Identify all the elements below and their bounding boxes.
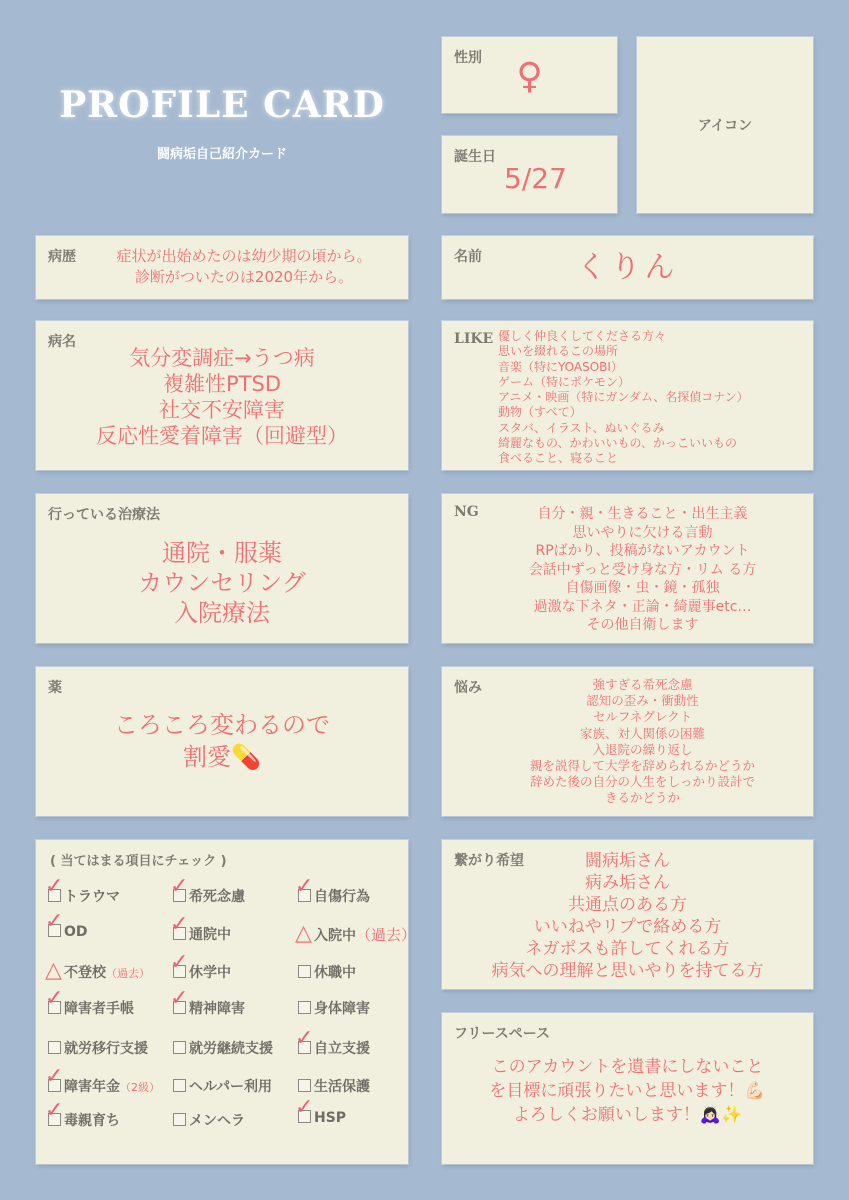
checkmark-icon: ✓: [295, 1095, 314, 1120]
gender-card: [442, 37, 617, 113]
disease-label: 病名: [48, 334, 76, 350]
page-subtitle: 闘病垢自己紹介カード: [156, 147, 287, 162]
checkbox[interactable]: [45, 874, 64, 902]
checklist-item[interactable]: [170, 874, 245, 906]
checklist-item-label: ヘルパー利用: [189, 1079, 273, 1095]
connect-line: 共通点のある方: [568, 895, 687, 915]
history-line: 症状が出始めたのは幼少期の頃から。: [116, 247, 372, 265]
checkbox[interactable]: [295, 921, 312, 946]
ng-text: [472, 505, 813, 635]
checkbox[interactable]: [170, 874, 189, 902]
treatment-line: 通院・服薬: [162, 539, 282, 567]
checklist-item-label: トラウマ: [64, 889, 120, 905]
checklist-item[interactable]: [173, 1076, 272, 1096]
checkbox[interactable]: [45, 986, 64, 1014]
checklist-item[interactable]: [45, 909, 88, 940]
checklist-item-label: 入院中: [314, 928, 356, 944]
connect-card: [442, 840, 813, 989]
worries-card: [442, 667, 813, 816]
checkbox[interactable]: [170, 986, 189, 1014]
worries-line: 家族、対人関係の困難: [579, 725, 705, 741]
checkmark-icon: ✓: [170, 874, 189, 899]
ng-line: RPばかり、投稿がないアカウント: [535, 543, 750, 559]
checkmark-icon: ✓: [45, 1064, 64, 1089]
name-card: [442, 236, 813, 299]
medicine-line: ころころ変わるので: [114, 711, 330, 739]
checklist-item[interactable]: [45, 1098, 120, 1130]
history-line: 診断がついたのは2020年から。: [134, 268, 354, 286]
checkbox[interactable]: [298, 1079, 311, 1092]
disease-card: [36, 321, 408, 470]
gender-label: 性別: [454, 50, 482, 66]
like-line: 動物（すべて）: [498, 405, 582, 420]
checklist-item[interactable]: [298, 998, 370, 1018]
like-card: [442, 321, 813, 470]
like-line: 優しく仲良くしてくださる方々: [498, 329, 667, 343]
like-line: スタバ、イラスト、ぬいぐるみ: [498, 420, 665, 435]
checkbox[interactable]: [298, 965, 311, 978]
medicine-text: [36, 709, 408, 773]
like-line: 思いを綴れるこの場所: [498, 344, 619, 359]
connect-line: ネガポスも許してくれる方: [525, 939, 730, 959]
disease-line: 反応性愛着障害（回避型）: [96, 424, 348, 448]
ng-card: [442, 494, 813, 643]
checklist-item-label: 就労継続支援: [189, 1041, 273, 1057]
checklist-item[interactable]: [45, 874, 120, 906]
checklist-item-label: 休職中: [314, 965, 356, 981]
checkbox[interactable]: [170, 912, 189, 940]
checkbox[interactable]: [173, 1079, 186, 1092]
treatment-line: カウンセリング: [138, 569, 306, 597]
worries-line: 入退院の繰り返し: [592, 741, 693, 757]
checklist-item-label: メンヘラ: [189, 1113, 245, 1129]
checklist-item-label: 自立支援: [314, 1041, 370, 1057]
checklist-item[interactable]: [295, 1026, 370, 1058]
checklist-item[interactable]: [45, 986, 134, 1018]
free-space-card: [442, 1013, 813, 1164]
checklist-item-label: 休学中: [189, 965, 231, 981]
ng-line: その他自衛します: [586, 617, 699, 633]
checkmark-icon: ✓: [295, 1026, 314, 1051]
connect-label: 繋がり希望: [454, 853, 524, 869]
checkbox[interactable]: [48, 1041, 61, 1054]
checklist-item[interactable]: [170, 912, 231, 944]
checkmark-icon: ✓: [170, 986, 189, 1011]
checkbox[interactable]: [295, 1095, 314, 1123]
checklist-item-label: 障害年金: [64, 1079, 120, 1095]
checklist-item[interactable]: [48, 1038, 148, 1058]
checklist-item[interactable]: [45, 1064, 160, 1096]
name-label: 名前: [454, 249, 482, 265]
medicine-label: 薬: [48, 680, 62, 696]
checkmark-icon: ✓: [45, 909, 64, 934]
checklist-item-label: 身体障害: [314, 1001, 370, 1017]
page-title: PROFILE CARD: [59, 84, 385, 126]
checkbox[interactable]: [173, 1113, 186, 1126]
checklist-item[interactable]: [298, 1076, 370, 1096]
ng-line: 会話中ずっと受け身な方・リム る方: [528, 561, 757, 578]
checkbox[interactable]: [170, 950, 189, 978]
checklist-item-note: （過去）: [356, 926, 417, 944]
icon-card: [637, 37, 813, 213]
checklist-item-label: 精神障害: [189, 1001, 245, 1017]
worries-line: 強すぎる希死念慮: [592, 677, 693, 692]
connect-line: 病み垢さん: [585, 873, 670, 893]
worries-line: セルフネグレクト: [592, 709, 693, 725]
treatment-text: [36, 538, 408, 628]
checkbox[interactable]: [45, 1098, 64, 1126]
ng-line: 自分・親・生きること・出生主義: [537, 506, 748, 522]
history-card: [36, 236, 408, 299]
disease-line: 気分変調症→うつ病: [129, 346, 315, 370]
checkmark-icon: ✓: [295, 874, 314, 899]
icon-placeholder-label: アイコン: [697, 118, 753, 134]
worries-text: [472, 677, 813, 807]
checkmark-icon: ✓: [45, 874, 64, 899]
checklist-item[interactable]: [45, 958, 150, 983]
connect-line: 闘病垢さん: [585, 851, 670, 871]
medicine-card: [36, 667, 408, 816]
connect-line: 病気への理解と思いやりを持てる方: [491, 961, 764, 981]
checklist-item-label: 自傷行為: [314, 889, 370, 905]
checklist-item-label: 就労移行支援: [64, 1041, 148, 1057]
ng-line: 自傷画像・虫・鏡・孤独: [565, 580, 720, 596]
birthday-label: 誕生日: [454, 149, 496, 165]
free-space-line: このアカウントを遺書にしないこと: [491, 1057, 764, 1077]
checklist-item-label: 不登校: [64, 965, 106, 981]
medicine-line: 割愛💊: [183, 743, 261, 771]
triangle-icon: △: [45, 958, 62, 983]
checkmark-icon: ✓: [45, 1098, 64, 1123]
checklist-item[interactable]: [295, 921, 417, 946]
checklist-item-label: 障害者手帳: [64, 1001, 134, 1017]
free-space-text: [442, 1055, 813, 1127]
treatment-card: [36, 494, 408, 643]
checkbox[interactable]: [45, 909, 64, 937]
like-label: LIKE: [454, 331, 494, 347]
like-line: 音楽（特にYOASOBI）: [498, 359, 623, 374]
treatment-label: 行っている治療法: [48, 507, 160, 523]
checklist-item[interactable]: [173, 1110, 245, 1130]
like-line: 食べること、寝ること: [498, 451, 619, 466]
worries-line: 認知の歪み・衝動性: [586, 693, 699, 709]
worries-line: 辞めた後の自分の人生をしっかり設計で: [529, 774, 755, 790]
checklist-item-label: 毒親育ち: [64, 1113, 120, 1129]
ng-line: 過激な下ネタ・正論・綺麗事etc…: [533, 598, 752, 615]
treatment-line: 入院療法: [174, 599, 270, 627]
like-line: 綺麗なもの、かわいいもの、かっこいいもの: [498, 436, 738, 451]
checkbox[interactable]: [298, 1001, 311, 1014]
checklist-item[interactable]: [298, 962, 356, 982]
disease-text: [36, 345, 408, 449]
checklist-item-label: 通院中: [189, 927, 231, 943]
free-space-label: フリースペース: [454, 1026, 551, 1042]
checklist-item[interactable]: [170, 986, 245, 1018]
ng-line: 思いやりに欠ける言動: [572, 524, 713, 541]
connect-text: [442, 850, 813, 982]
worries-line: きるかどうか: [604, 790, 680, 806]
history-label: 病歴: [48, 249, 76, 265]
connect-line: いいねやリプで絡める方: [533, 917, 722, 937]
birthday-card: [442, 136, 617, 213]
checklist-item-label: 生活保護: [314, 1079, 370, 1095]
gender-value: ♀: [516, 56, 543, 97]
checkbox[interactable]: [45, 958, 62, 983]
worries-label: 悩み: [454, 680, 482, 696]
checklist-item-note: （過去）: [106, 967, 150, 980]
checkmark-icon: ✓: [170, 912, 189, 937]
checkbox[interactable]: [295, 1026, 314, 1054]
checklist-item[interactable]: [295, 1095, 347, 1126]
triangle-icon: △: [295, 921, 312, 946]
checkbox[interactable]: [295, 874, 314, 902]
checklist-item[interactable]: [170, 950, 231, 982]
free-space-line: を目標に頑張りたいと思います！💪🏻: [489, 1081, 766, 1101]
checklist-item-label: OD: [64, 924, 88, 940]
checkbox[interactable]: [173, 1041, 186, 1054]
like-text: [498, 329, 813, 467]
free-space-line: よろしくお願いします！🙇🏻‍♀️✨: [512, 1105, 743, 1125]
checklist-header: ( 当てはまる項目にチェック ): [50, 854, 227, 869]
checklist-item[interactable]: [295, 874, 370, 906]
disease-line: 複雑性PTSD: [163, 372, 281, 396]
checkmark-icon: ✓: [170, 950, 189, 975]
ng-label: NG: [454, 504, 479, 520]
like-line: アニメ・映画（特にガンダム、名探偵コナン）: [498, 390, 749, 405]
history-text: [80, 246, 408, 288]
checklist-item-label: 希死念慮: [189, 889, 245, 905]
checklist-item-label: HSP: [314, 1110, 347, 1126]
like-line: ゲーム（特にポケモン）: [498, 374, 631, 389]
checkbox[interactable]: [45, 1064, 64, 1092]
disease-line: 社交不安障害: [159, 398, 285, 422]
birthday-value: 5/27: [504, 162, 567, 195]
checkmark-icon: ✓: [45, 986, 64, 1011]
checklist-item-note: （2級）: [120, 1081, 160, 1094]
checklist-card: [36, 840, 417, 1164]
checklist-item[interactable]: [173, 1038, 273, 1058]
worries-line: 親を説得して大学を辞められるかどうか: [529, 758, 755, 774]
name-value: くりん: [576, 250, 679, 285]
